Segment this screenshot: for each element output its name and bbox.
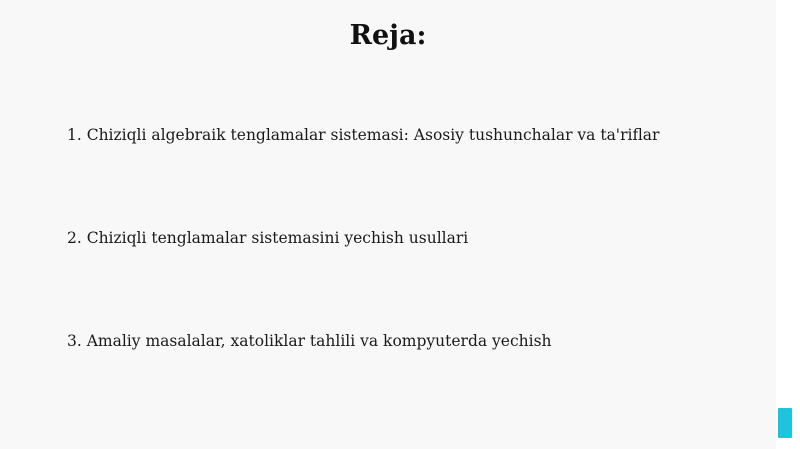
scrollbar-thumb[interactable] (778, 408, 792, 438)
scrollbar-track[interactable] (776, 0, 800, 449)
plan-item-1: 1. Chiziqli algebraik tenglamalar sistemasi: Asosiy tushunchalar va ta'riflar (67, 126, 660, 144)
plan-item-2: 2. Chiziqli tenglamalar sistemasini yechish usullari (67, 229, 469, 247)
slide-title: Reja: (349, 20, 427, 51)
plan-item-3: 3. Amaliy masalalar, xatoliklar tahlili va kompyuterda yechish (67, 332, 552, 350)
